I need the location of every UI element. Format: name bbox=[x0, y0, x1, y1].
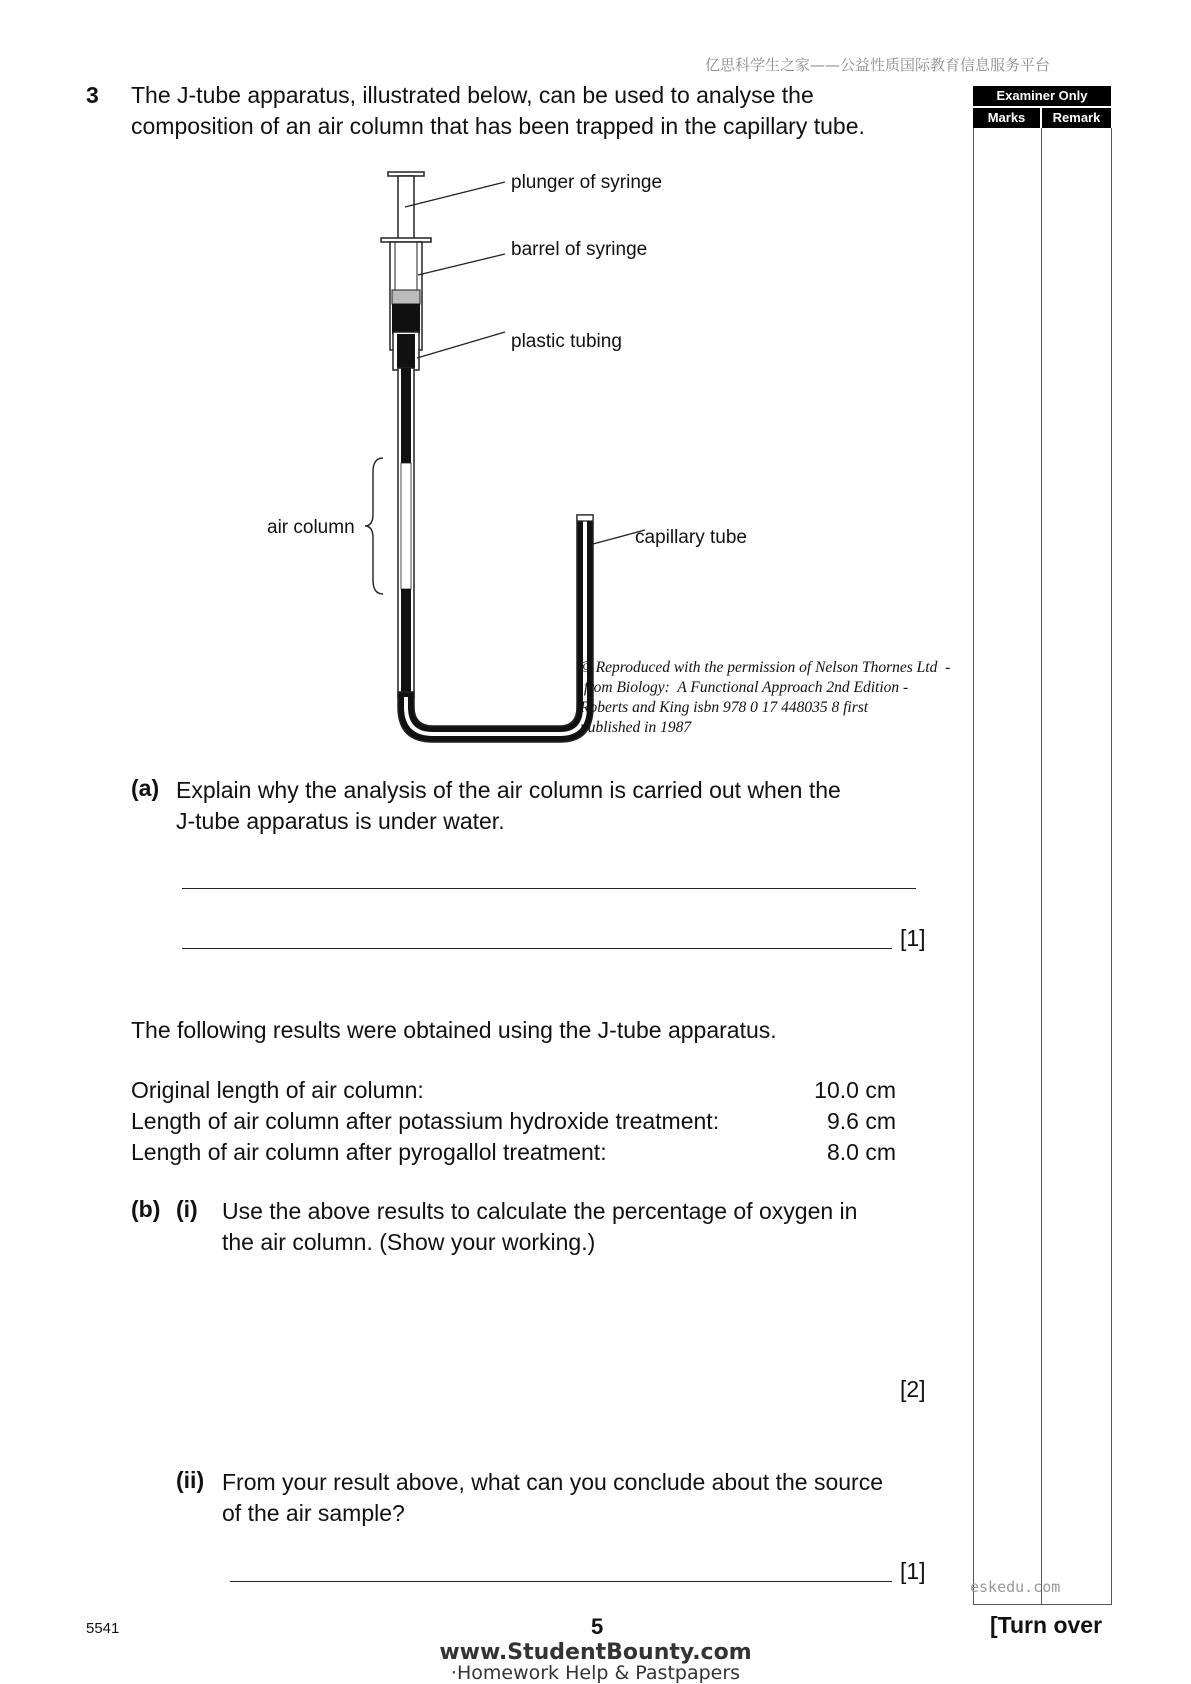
part-b-ii-mark: [1] bbox=[900, 1558, 926, 1584]
remark-column-header: Remark bbox=[1042, 108, 1111, 128]
question-number: 3 bbox=[86, 82, 99, 108]
page-number: 5 bbox=[591, 1614, 604, 1639]
part-b-i-line-2: the air column. (Show your working.) bbox=[222, 1229, 596, 1255]
question-intro-line-2: composition of an air column that has been trapped in the capillary tube. bbox=[131, 113, 865, 139]
label-barrel-of-syringe: barrel of syringe bbox=[511, 239, 648, 260]
side-watermark: eskedu.com bbox=[970, 1578, 1061, 1596]
part-b-label: (b) bbox=[131, 1196, 161, 1222]
part-a-label: (a) bbox=[131, 775, 160, 801]
studentbounty-tagline: ·Homework Help & Pastpapers bbox=[450, 1662, 741, 1684]
credit-line-4: published in 1987 bbox=[580, 719, 692, 736]
credit-line-3: Roberts and King isbn 978 0 17 448035 8 first bbox=[580, 699, 869, 716]
label-capillary-tube: capillary tube bbox=[635, 527, 747, 548]
label-plunger-of-syringe: plunger of syringe bbox=[511, 172, 663, 193]
results-row bbox=[131, 1106, 896, 1137]
plunger-seal bbox=[392, 290, 420, 304]
part-b-i-mark: [2] bbox=[900, 1376, 926, 1402]
part-a-line-1: Explain why the analysis of the air column is carried out when the bbox=[176, 777, 841, 803]
part-b-i-line-1: Use the above results to calculate the percentage of oxygen in bbox=[222, 1198, 858, 1224]
paper-code: 5541 bbox=[86, 1620, 120, 1637]
u-bend bbox=[398, 515, 593, 742]
marks-column-header: Marks bbox=[973, 108, 1040, 128]
results-table bbox=[131, 1075, 896, 1168]
part-b-i-working-space[interactable] bbox=[222, 1262, 922, 1372]
part-b-ii-answer-line[interactable] bbox=[230, 1581, 892, 1582]
header-watermark: 亿思科学生之家——公益性质国际教育信息服务平台 bbox=[704, 56, 1050, 74]
part-a-answer-line-1[interactable] bbox=[182, 888, 916, 889]
results-row-value: 8.0 cm bbox=[826, 1139, 896, 1165]
air-column-gap bbox=[401, 463, 411, 589]
label-air-column: air column bbox=[267, 517, 355, 538]
results-row-label: Length of air column after pyrogallol treatment: bbox=[131, 1139, 607, 1165]
studentbounty-url: www.StudentBounty.com bbox=[439, 1640, 752, 1665]
part-a-question bbox=[176, 775, 936, 837]
question-intro bbox=[131, 80, 931, 142]
part-a-line-2: J-tube apparatus is under water. bbox=[176, 808, 505, 834]
remark-column bbox=[1041, 128, 1112, 1605]
marks-column bbox=[973, 128, 1042, 1605]
barrel-liquid bbox=[392, 304, 420, 334]
examiner-only-header: Examiner Only bbox=[973, 86, 1111, 106]
results-intro: The following results were obtained using the J-tube apparatus. bbox=[131, 1017, 777, 1043]
credit-line-1: © Reproduced with the permission of Nelson Thornes Ltd - bbox=[580, 659, 951, 676]
results-row-label: Original length of air column: bbox=[131, 1077, 424, 1103]
results-row-label: Length of air column after potassium hydroxide treatment: bbox=[131, 1108, 720, 1134]
question-intro-line-1: The J-tube apparatus, illustrated below, can be used to analyse the bbox=[131, 82, 814, 108]
part-b-i-question bbox=[222, 1196, 942, 1258]
results-row bbox=[131, 1137, 896, 1168]
part-b-i-label: (i) bbox=[176, 1196, 198, 1222]
part-b-ii-question bbox=[222, 1467, 942, 1529]
results-row-value: 10.0 cm bbox=[814, 1077, 896, 1103]
label-plastic-tubing: plastic tubing bbox=[511, 331, 622, 352]
credit-line-2: from Biology: A Functional Approach 2nd Edition - bbox=[580, 679, 909, 696]
part-b-ii-line-1: From your result above, what can you conclude about the source bbox=[222, 1469, 883, 1495]
part-b-ii-line-2: of the air sample? bbox=[222, 1500, 405, 1526]
capillary-open-end bbox=[577, 515, 593, 521]
part-a-mark: [1] bbox=[900, 925, 926, 951]
part-a-answer-line-2[interactable] bbox=[182, 948, 892, 949]
results-row bbox=[131, 1075, 896, 1106]
air-column-brace bbox=[365, 458, 383, 594]
u-bend-highlight bbox=[404, 515, 587, 736]
part-b-ii-label: (ii) bbox=[176, 1467, 205, 1493]
results-row-value: 9.6 cm bbox=[826, 1108, 896, 1134]
copyright-credit bbox=[580, 658, 980, 738]
turn-over-note: [Turn over bbox=[990, 1612, 1103, 1638]
